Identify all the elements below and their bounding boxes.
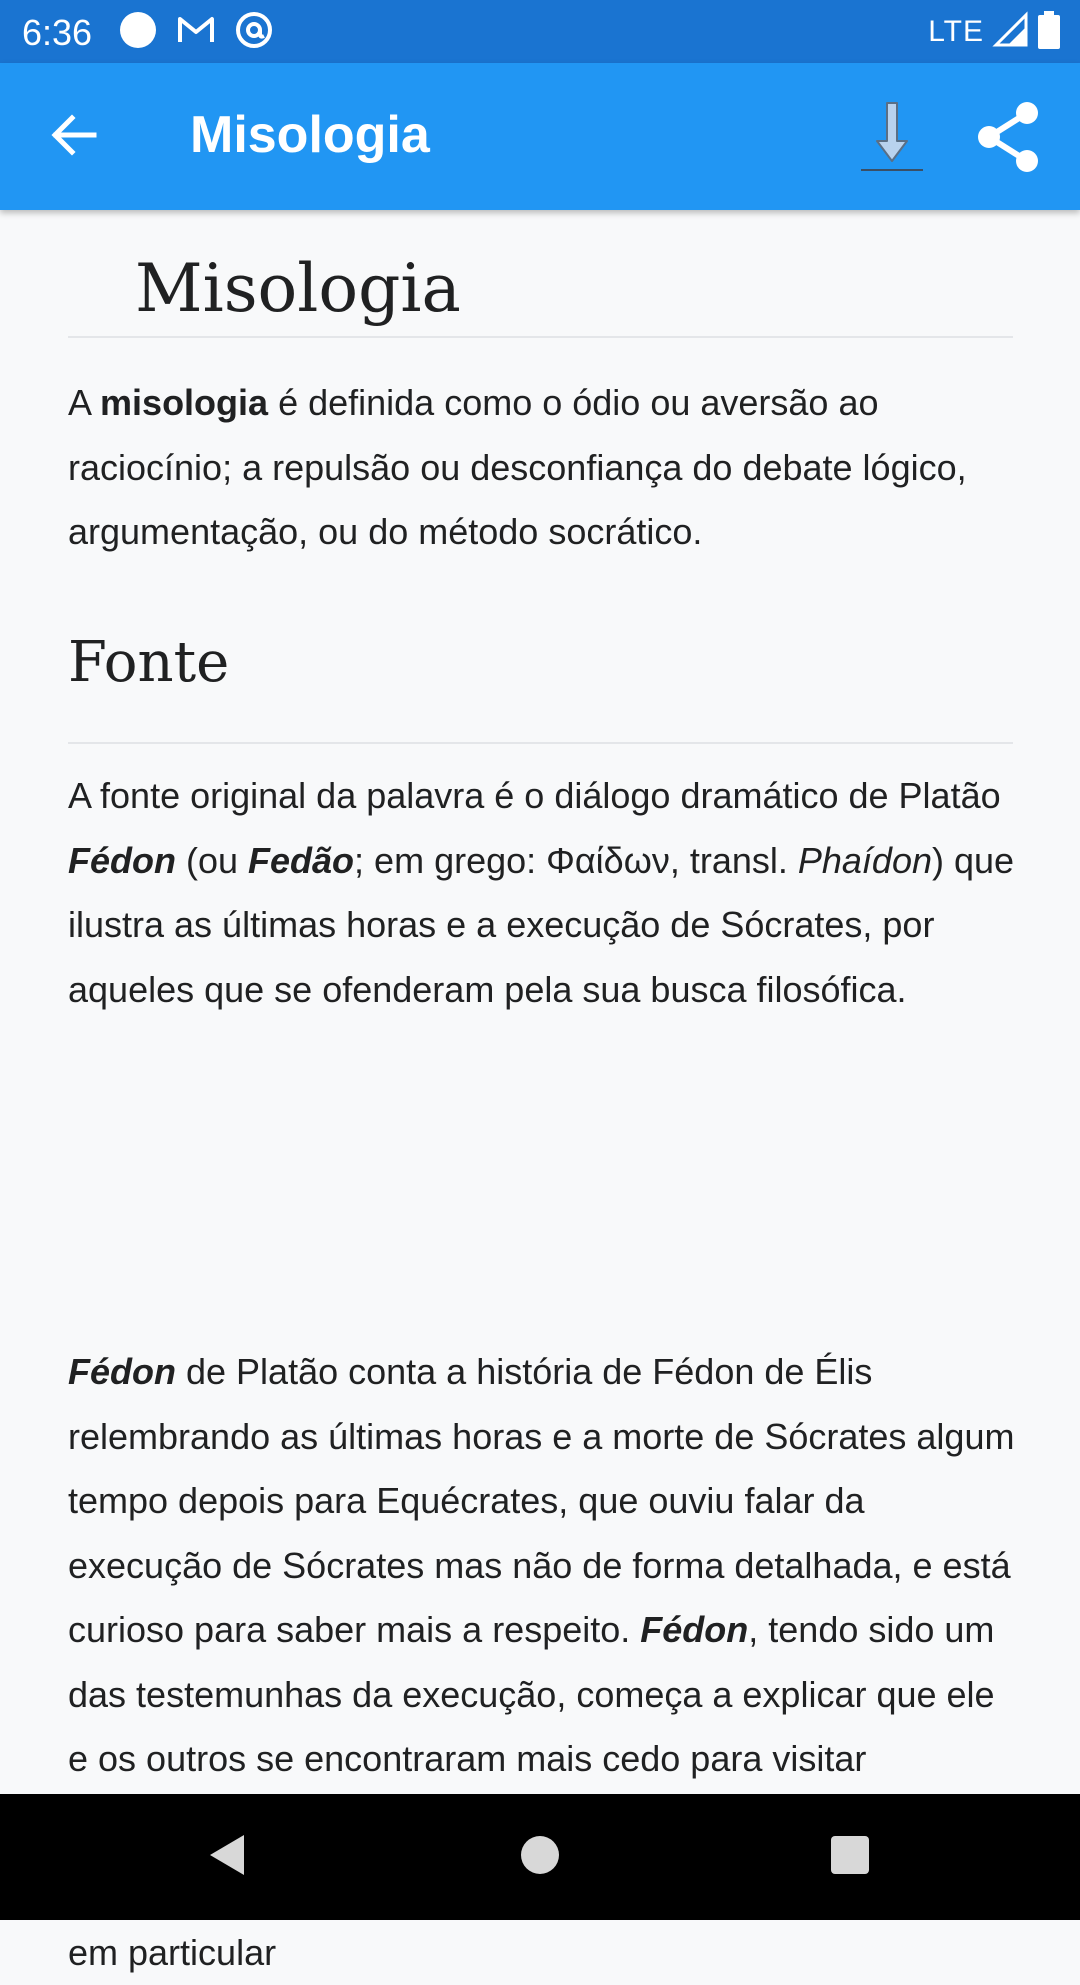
- intro-paragraph: [68, 371, 1018, 565]
- recents-square-icon: [829, 1834, 871, 1881]
- download-button[interactable]: [850, 97, 934, 181]
- p3-term-fedon-1: Fédon: [68, 1351, 176, 1392]
- p2-text-1: A fonte original da palavra é o diálogo dramático de Platão: [68, 775, 1001, 816]
- p3-text-2: , tendo sido um das testemunhas da execução, começa a explicar que ele e os outros se encontraram mais cedo para visitar em particular: [68, 1609, 995, 1973]
- fonte-paragraph-1: [68, 764, 1018, 1022]
- download-icon: [857, 101, 927, 178]
- back-triangle-icon: [204, 1831, 248, 1884]
- p2-text-2: (ou: [175, 839, 249, 881]
- article-title: Misologia: [135, 250, 461, 327]
- status-time: 6:36: [22, 12, 93, 53]
- intro-term: misologia: [100, 382, 269, 423]
- section-title-fonte: Fonte: [68, 630, 230, 695]
- system-nav-bar: [0, 1794, 1080, 1920]
- p3-term-fedon-2: Fédon: [640, 1609, 749, 1650]
- app-bar: [0, 63, 1080, 210]
- share-button[interactable]: [966, 97, 1050, 181]
- intro-text-1: A: [68, 382, 101, 423]
- home-circle-icon: [519, 1834, 561, 1881]
- share-icon: [975, 101, 1041, 178]
- status-bar: [0, 0, 1080, 63]
- app-bar-title: Misologia: [190, 106, 430, 164]
- title-divider: [68, 336, 1013, 338]
- nav-back-button[interactable]: [186, 1817, 266, 1897]
- back-button[interactable]: [40, 103, 108, 171]
- status-right: [928, 10, 1060, 54]
- notification-icons: [118, 10, 274, 54]
- p2-text-4: ) que ilustra as últimas horas e a execução de Sócrates, por aqueles que se ofenderam pela sua busca filosófica.: [68, 839, 1015, 1010]
- section-divider: [68, 742, 1013, 744]
- p2-term-fedao: Fedão: [248, 839, 355, 881]
- p2-text-3: ; em grego: Φαίδων, transl.: [354, 839, 798, 881]
- gmail-icon: [176, 10, 216, 55]
- p3-text-1: de Platão conta a história de Fédon de Élis relembrando as últimas horas e a morte de Sócrates algum tempo depois para Equécrates, que ouviu falar da execução de Sócrates mas não de forma detalhada, e está curioso para saber mais a respeito.: [68, 1351, 1015, 1650]
- circle-icon: [118, 10, 158, 55]
- p2-term-phaidon: Phaídon: [797, 839, 932, 881]
- nav-home-button[interactable]: [500, 1817, 580, 1897]
- network-type: LTE: [928, 15, 984, 48]
- p2-term-fedon: Fédon: [68, 839, 176, 881]
- intro-text-2: é definida como o ódio ou aversão ao raciocínio; a repulsão ou desconfiança do debate lógico, argumentação, ou do método socrático.: [68, 382, 967, 552]
- arrow-left-icon: [48, 109, 100, 166]
- at-sign-icon: [234, 10, 274, 55]
- nav-recents-button[interactable]: [810, 1817, 890, 1897]
- article-content[interactable]: [0, 210, 1080, 1973]
- battery-icon: [1038, 11, 1060, 54]
- signal-icon: [994, 13, 1028, 52]
